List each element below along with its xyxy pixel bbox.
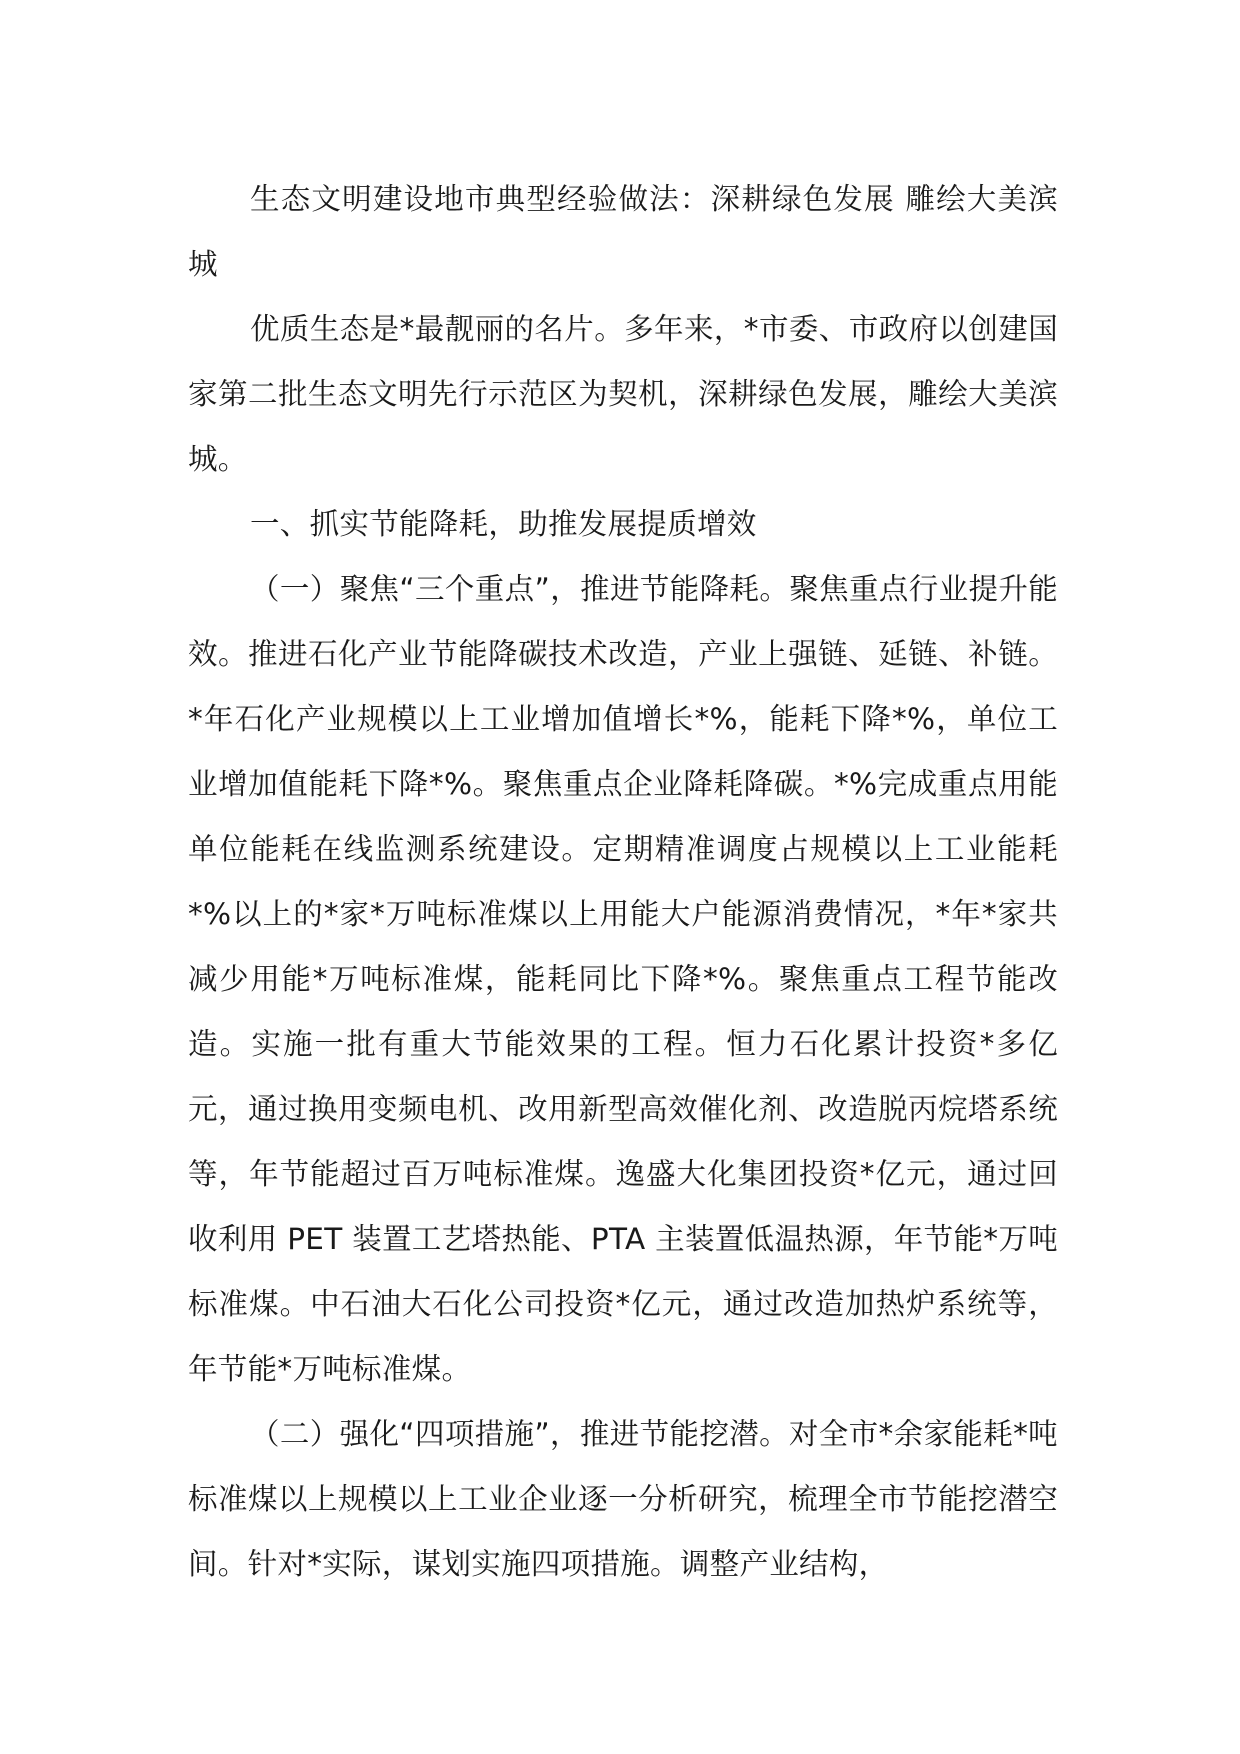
document-title: 生态文明建设地市典型经验做法：深耕绿色发展 雕绘大美滨城 [188,182,1058,281]
body-paragraph: （二）强化“四项措施”，推进节能挖潜。对全市*余家能耗*吨标准煤以上规模以上工业企业逐一分析研究，梳理全市节能挖潜空间。针对*实际，谋划实施四项措施。调整产业结构， [188,1417,1058,1581]
body-paragraph: （一）聚焦“三个重点”，推进节能降耗。聚焦重点行业提升能效。推进石化产业节能降碳技术改造，产业上强链、延链、补链。*年石化产业规模以上工业增加值增长*%，能耗下降*%，单位工业增加值能耗下降*%。聚焦重点企业降耗降碳。*%完成重点用能单位能耗在线监测系统建设。定期精准调度占规模以上工业能耗*%以上的*家*万吨标准煤以上用能大户能源消费情况，*年*家共减少用能*万吨标准煤，能耗同比下降*%。聚焦重点工程节能改造。实施一批有重大节能效果的工程。恒力石化累计投资*多亿元，通过换用变频电机、改用新型高效催化剂、改造脱丙烷塔系统等，年节能超过百万吨标准煤。逸盛大化集团投资*亿元，通过回收利用 PET 装置工艺塔热能、PTA 主装置低温热源，年节能*万吨标准煤。中石油大石化公司投资*亿元，通过改造加热炉系统等，年节能*万吨标准煤。 [188,572,1058,1386]
document-body [188,167,1058,1597]
intro-paragraph: 优质生态是*最靓丽的名片。多年来，*市委、市政府以创建国家第二批生态文明先行示范区为契机，深耕绿色发展，雕绘大美滨城。 [188,312,1058,476]
section-heading: 一、抓实节能降耗，助推发展提质增效 [250,507,757,541]
